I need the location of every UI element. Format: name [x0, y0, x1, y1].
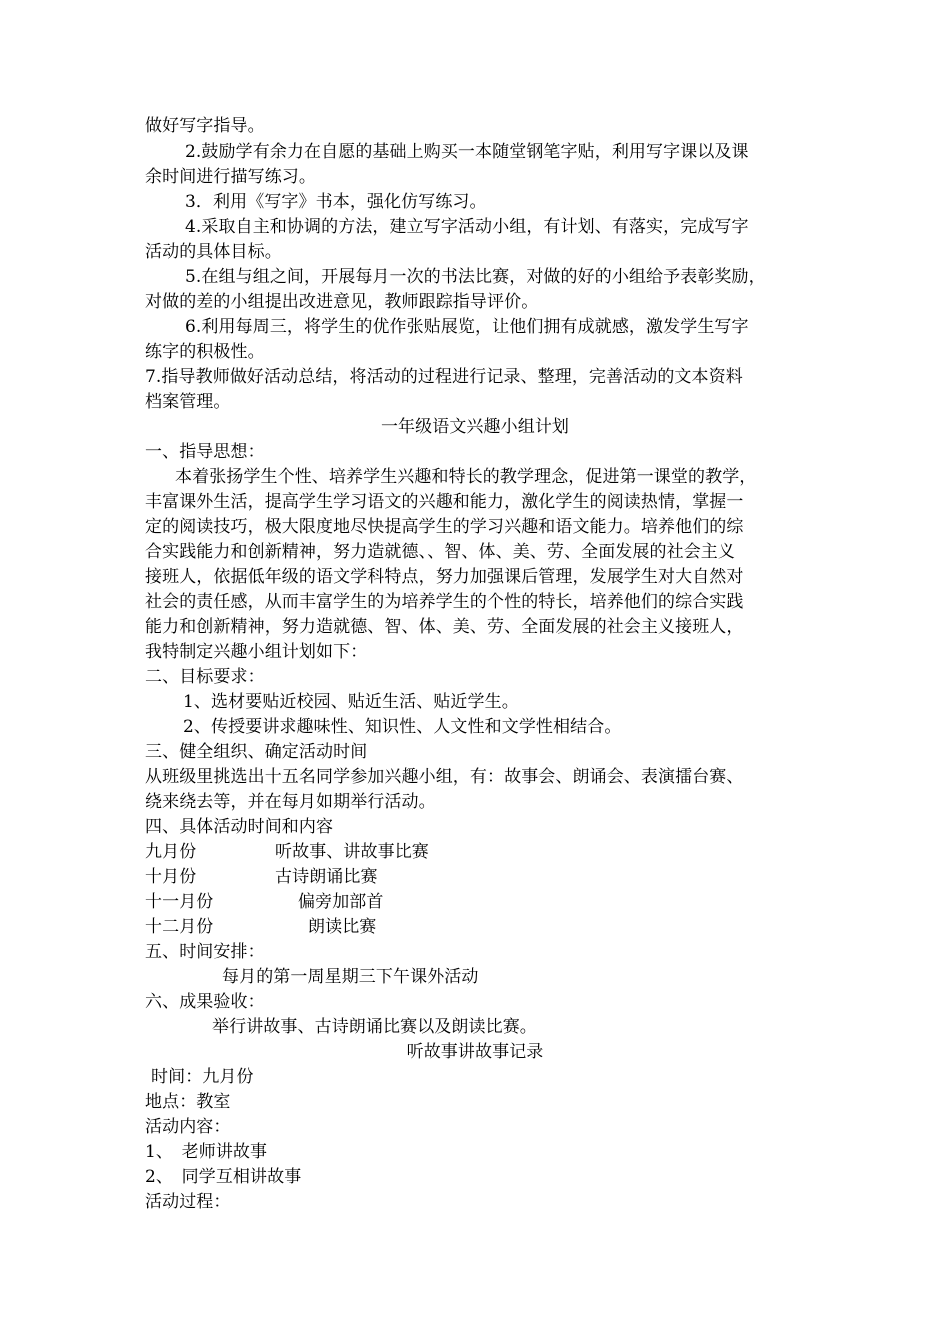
text-line: 档案管理。: [145, 392, 231, 412]
list-item: 7.指导教师做好活动总结，将活动的过程进行记录、整理，完善活动的文本资料: [145, 367, 743, 387]
text-line: 对做的差的小组提出改进意见，教师跟踪指导评价。: [145, 292, 539, 312]
schedule-content: 朗读比赛: [308, 917, 377, 937]
paragraph-line: 我特制定兴趣小组计划如下：: [145, 642, 368, 662]
list-item: 4.采取自主和协调的方法，建立写字活动小组，有计划、有落实，完成写字: [185, 217, 749, 237]
list-item: 3．利用《写字》书本，强化仿写练习。: [185, 192, 487, 212]
schedule-content: 偏旁加部首: [298, 892, 384, 912]
schedule-month: 十一月份: [145, 892, 214, 912]
schedule-content: 听故事、讲故事比赛: [275, 842, 429, 862]
record-location: 地点：教室: [145, 1092, 231, 1112]
schedule-row: [145, 840, 825, 865]
list-item: 5.在组与组之间，开展每月一次的书法比赛，对做的好的小组给予表彰奖励，: [185, 267, 766, 287]
section-heading: 一、指导思想：: [145, 442, 265, 462]
paragraph-line: 合实践能力和创新精神，努力造就德、、智、体、美、劳、全面发展的社会主义: [145, 542, 735, 562]
schedule-content: 古诗朗诵比赛: [275, 867, 378, 887]
schedule-row: [145, 865, 825, 890]
list-item: 2、 同学互相讲故事: [145, 1167, 302, 1187]
record-content-label: 活动内容：: [145, 1117, 231, 1137]
schedule-row: [145, 915, 825, 940]
list-item: 1、 老师讲故事: [145, 1142, 268, 1162]
paragraph-line: 定的阅读技巧，极大限度地尽快提高学生的学习兴趣和语文能力。培养他们的综: [145, 517, 744, 537]
list-item: 2.鼓励学有余力在自愿的基础上购买一本随堂钢笔字贴，利用写字课以及课: [185, 142, 749, 162]
list-item: 6.利用每周三，将学生的优作张贴展览，让他们拥有成就感，激发学生写字: [185, 317, 749, 337]
paragraph-line: 每月的第一周星期三下午课外活动: [222, 967, 479, 987]
text-line: 余时间进行描写练习。: [145, 167, 316, 187]
text-line: 练字的积极性。: [145, 342, 265, 362]
record-process-label: 活动过程：: [145, 1192, 231, 1212]
paragraph-line: 从班级里挑选出十五名同学参加兴趣小组，有：故事会、朗诵会、表演擂台赛、: [145, 767, 744, 787]
paragraph-line: 本着张扬学生个性、培养学生兴趣和特长的教学理念，促进第一课堂的教学，: [175, 467, 757, 487]
schedule-month: 十月份: [145, 867, 197, 887]
schedule-row: [145, 890, 825, 915]
paragraph-line: 举行讲故事、古诗朗诵比赛以及朗读比赛。: [212, 1017, 537, 1037]
section-heading: 六、成果验收：: [145, 992, 265, 1012]
schedule-month: 十二月份: [145, 917, 214, 937]
schedule-month: 九月份: [145, 842, 197, 862]
paragraph-line: 社会的责任感，从而丰富学生的为培养学生的个性的特长，培养他们的综合实践: [145, 592, 744, 612]
text-line: 做好写字指导。: [145, 116, 265, 136]
paragraph-line: 能力和创新精神，努力造就德、智、体、美、劳、全面发展的社会主义接班人，: [145, 617, 744, 637]
record-title: 听故事讲故事记录: [406, 1042, 544, 1062]
list-item: 1、选材要贴近校园、贴近生活、贴近学生。: [183, 692, 519, 712]
section-heading: 三、健全组织、确定活动时间: [145, 742, 368, 762]
record-time: 时间：九月份: [151, 1067, 254, 1087]
paragraph-line: 绕来绕去等，并在每月如期举行活动。: [145, 792, 436, 812]
paragraph-line: 接班人，依据低年级的语文学科特点，努力加强课后管理，发展学生对大自然对: [145, 567, 744, 587]
text-line: 活动的具体目标。: [145, 242, 282, 262]
section-title: 一年级语文兴趣小组计划: [380, 417, 570, 437]
section-heading: 四、具体活动时间和内容: [145, 817, 334, 837]
paragraph-line: 丰富课外生活，提高学生学习语文的兴趣和能力，激化学生的阅读热情，掌握一: [145, 492, 744, 512]
list-item: 2、传授要讲求趣味性、知识性、人文性和文学性相结合。: [183, 717, 622, 737]
section-heading: 二、目标要求：: [145, 667, 265, 687]
section-heading: 五、时间安排：: [145, 942, 265, 962]
